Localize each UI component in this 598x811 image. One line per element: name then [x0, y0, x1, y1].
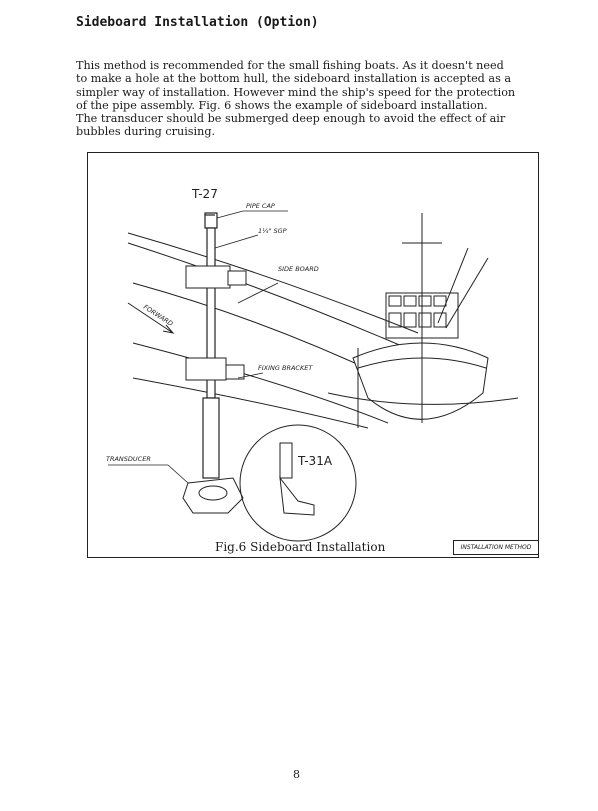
side-board-label: SIDE BOARD: [278, 265, 319, 273]
body-line: simpler way of installation. However mind the ship's speed for the protection: [76, 85, 516, 99]
body-line: The transducer should be submerged deep enough to avoid the effect of air: [76, 112, 506, 126]
installation-drawing: [88, 153, 540, 559]
body-line: to make a hole at the bottom hull, the sideboard installation is accepted as a: [76, 72, 512, 86]
boat-drawing: [328, 213, 518, 428]
model-label-main: T-27: [192, 187, 218, 201]
section-title: Sideboard Installation (Option): [76, 15, 319, 30]
figure-caption: Fig.6 Sideboard Installation: [215, 540, 386, 554]
installation-method-tag: INSTALLATION METHOD: [453, 540, 539, 555]
fixing-bracket-label: FIXING BRACKET: [258, 364, 313, 372]
transducer-label: TRANSDUCER: [106, 455, 151, 463]
sgp-label: 1¼" SGP: [258, 227, 287, 235]
body-line: bubbles during cruising.: [76, 125, 216, 139]
model-label-inset: T-31A: [298, 454, 333, 468]
fixing-brackets: [186, 266, 246, 380]
body-paragraph: [76, 59, 538, 139]
inset-detail: [240, 425, 356, 541]
transducer-shape: [183, 478, 243, 513]
body-line: of the pipe assembly. Fig. 6 shows the example of sideboard installation.: [76, 98, 488, 112]
page-number: 8: [293, 768, 300, 781]
pipe-cap-label: PIPE CAP: [246, 202, 275, 210]
body-line: This method is recommended for the small fishing boats. As it doesn't need: [76, 59, 504, 72]
pipe-assembly: [203, 213, 219, 478]
installation-figure: [87, 152, 539, 558]
forward-label: FORWARD: [141, 302, 175, 328]
leader-lines: [108, 211, 288, 483]
